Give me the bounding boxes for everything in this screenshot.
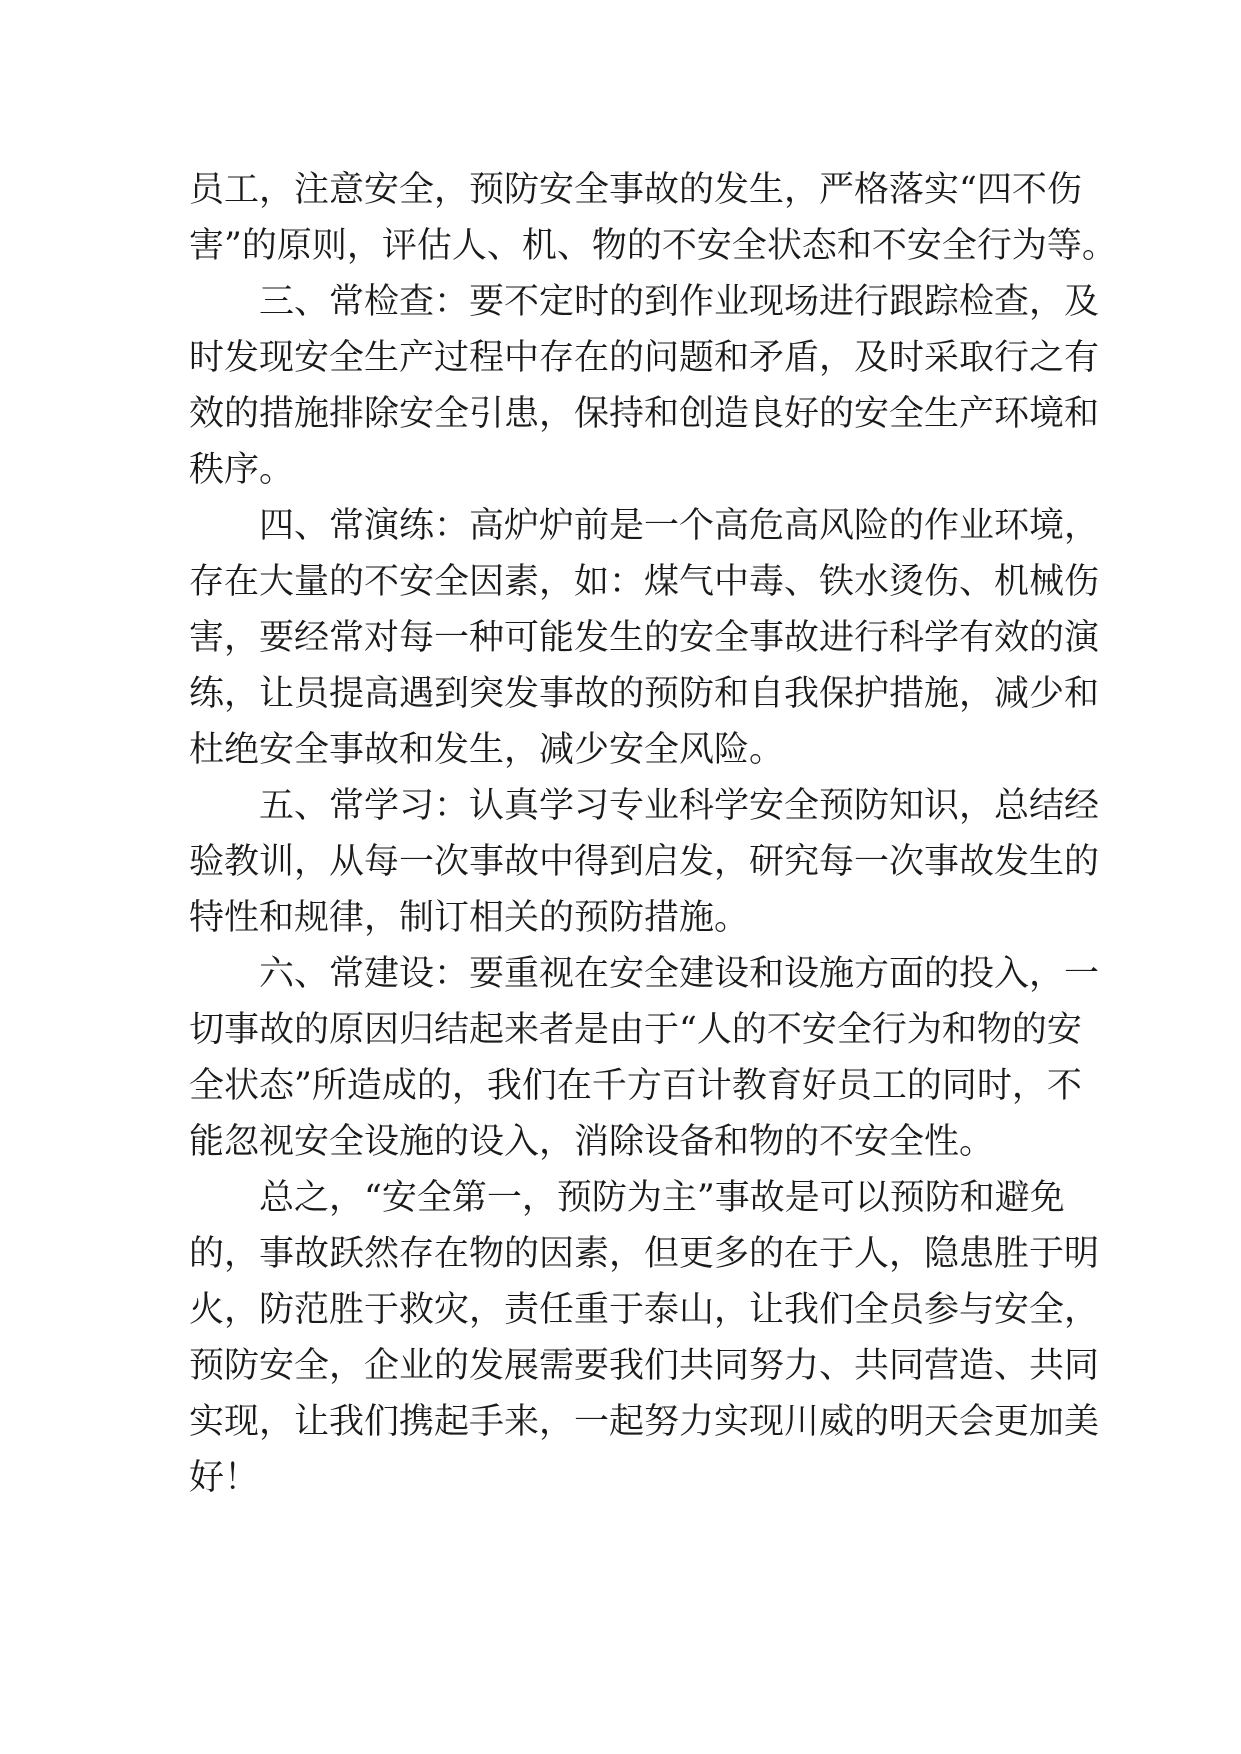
text-line: 秩序。: [189, 450, 295, 490]
text-line: 时发现安全生产过程中存在的问题和矛盾，及时采取行之有: [189, 338, 1100, 378]
text-line: 实现，让我们携起手来，一起努力实现川威的明天会更加美: [189, 1402, 1100, 1442]
paragraph-conclusion: [189, 1170, 1100, 1506]
text-line: 练，让员提高遇到突发事故的预防和自我保护措施，减少和: [189, 674, 1100, 714]
text-line: 全状态”所造成的，我们在千方百计教育好员工的同时，不: [189, 1066, 1082, 1106]
text-line: 员工，注意安全，预防安全事故的发生，严格落实“四不伤: [189, 170, 1082, 210]
text-line: 验教训，从每一次事故中得到启发，研究每一次事故发生的: [189, 842, 1100, 882]
text-line: 特性和规律，制订相关的预防措施。: [189, 898, 750, 938]
text-line: 杜绝安全事故和发生，减少安全风险。: [189, 730, 785, 770]
text-line: 火，防范胜于救灾，责任重于泰山，让我们全员参与安全，: [189, 1290, 1100, 1330]
text-line: 总之，“安全第一，预防为主”事故是可以预防和避免: [259, 1178, 1065, 1218]
text-line: 效的措施排除安全引患，保持和创造良好的安全生产环境和: [189, 394, 1100, 434]
text-line: 的，事故跃然存在物的因素，但更多的在于人，隐患胜于明: [189, 1234, 1100, 1274]
paragraph-regular-learning: [189, 778, 1100, 946]
text-line: 五、常学习：认真学习专业科学安全预防知识，总结经: [259, 786, 1100, 826]
text-line: 四、常演练：高炉炉前是一个高危高风险的作业环境，: [259, 506, 1100, 546]
document-body: [189, 162, 1117, 1506]
text-line: 能忽视安全设施的设入，消除设备和物的不安全性。: [189, 1122, 995, 1162]
paragraph-regular-inspection: [189, 274, 1100, 498]
paragraph-continuation: [189, 162, 1117, 274]
text-line: 预防安全，企业的发展需要我们共同努力、共同营造、共同: [189, 1346, 1100, 1386]
text-line: 害”的原则，评估人、机、物的不安全状态和不安全行为等。: [189, 226, 1117, 266]
paragraph-regular-drills: [189, 498, 1100, 778]
text-line: 好！: [189, 1458, 260, 1498]
text-line: 存在大量的不安全因素，如：煤气中毒、铁水烫伤、机械伤: [189, 562, 1100, 602]
text-line: 害，要经常对每一种可能发生的安全事故进行科学有效的演: [189, 618, 1100, 658]
paragraph-regular-construction: [189, 946, 1100, 1170]
text-line: 六、常建设：要重视在安全建设和设施方面的投入，一: [259, 954, 1100, 994]
text-line: 三、常检查：要不定时的到作业现场进行跟踪检查，及: [259, 282, 1100, 322]
text-line: 切事故的原因归结起来者是由于“人的不安全行为和物的安: [189, 1010, 1082, 1050]
